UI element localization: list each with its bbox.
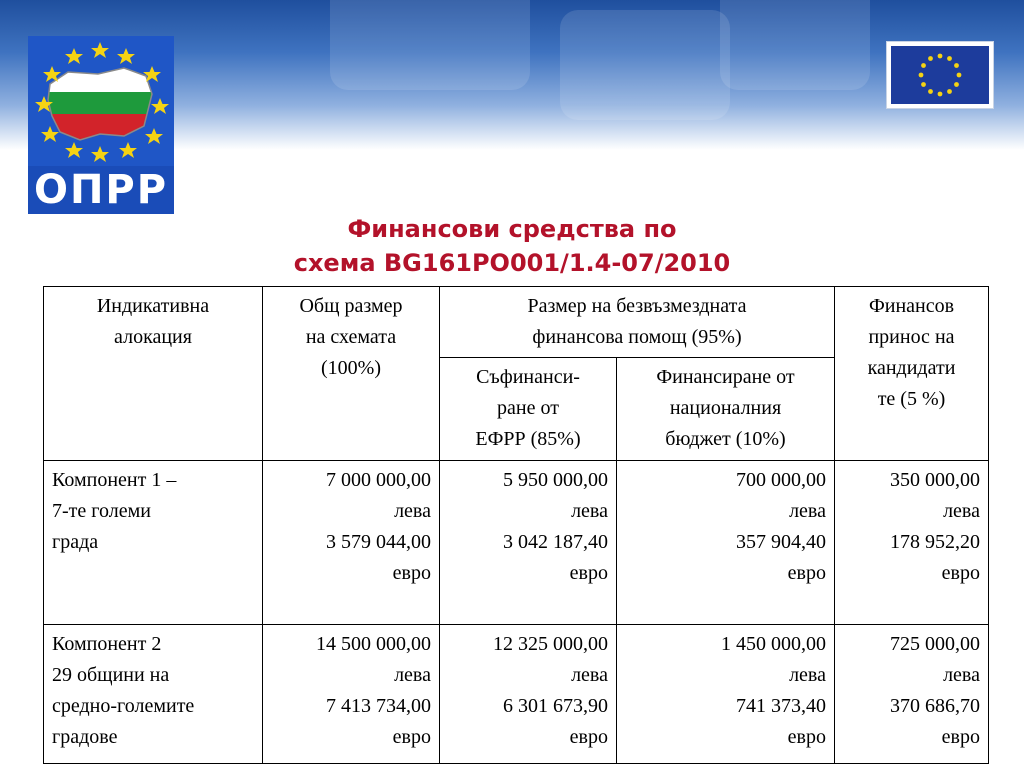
header-applicant: Финансов принос на кандидати те (5 %) [835, 287, 989, 461]
header-erdf: Съфинанси- ране от ЕФРР (85%) [440, 358, 617, 461]
cell-applicant: 725 000,00 лева 370 686,70 евро [835, 625, 989, 764]
puzzle-shape [330, 0, 530, 90]
logo-text: ОПРР [28, 166, 174, 214]
row-label: Компонент 2 29 общини на средно-големите градове [44, 625, 263, 764]
cell-total: 14 500 000,00 лева 7 413 734,00 евро [263, 625, 440, 764]
header-grant: Размер на безвъзмездната финансова помощ (95%) [440, 287, 835, 358]
table-row [44, 625, 989, 764]
cell-national: 700 000,00 лева 357 904,40 евро [617, 461, 835, 625]
row-label: Компонент 1 – 7-те големи града [44, 461, 263, 625]
financing-table [43, 286, 989, 764]
opprr-logo [28, 36, 174, 214]
title-line-1: Финансови средства по [347, 215, 677, 243]
table-row [44, 461, 989, 625]
cell-national: 1 450 000,00 лева 741 373,40 евро [617, 625, 835, 764]
header-total: Общ размер на схемата (100%) [263, 287, 440, 461]
bulgaria-map-icon [28, 36, 174, 166]
cell-total: 7 000 000,00 лева 3 579 044,00 евро [263, 461, 440, 625]
puzzle-shape [720, 0, 870, 90]
header-allocation: Индикативна алокация [44, 287, 263, 461]
eu-flag-icon [886, 41, 994, 109]
cell-erdf: 5 950 000,00 лева 3 042 187,40 евро [440, 461, 617, 625]
puzzle-shape [560, 10, 730, 120]
header-national: Финансиране от националния бюджет (10%) [617, 358, 835, 461]
cell-applicant: 350 000,00 лева 178 952,20 евро [835, 461, 989, 625]
cell-erdf: 12 325 000,00 лева 6 301 673,90 евро [440, 625, 617, 764]
title-line-2: схема BG161PO001/1.4-07/2010 [293, 249, 731, 277]
header-row-1 [44, 287, 989, 358]
page-title [200, 212, 824, 280]
